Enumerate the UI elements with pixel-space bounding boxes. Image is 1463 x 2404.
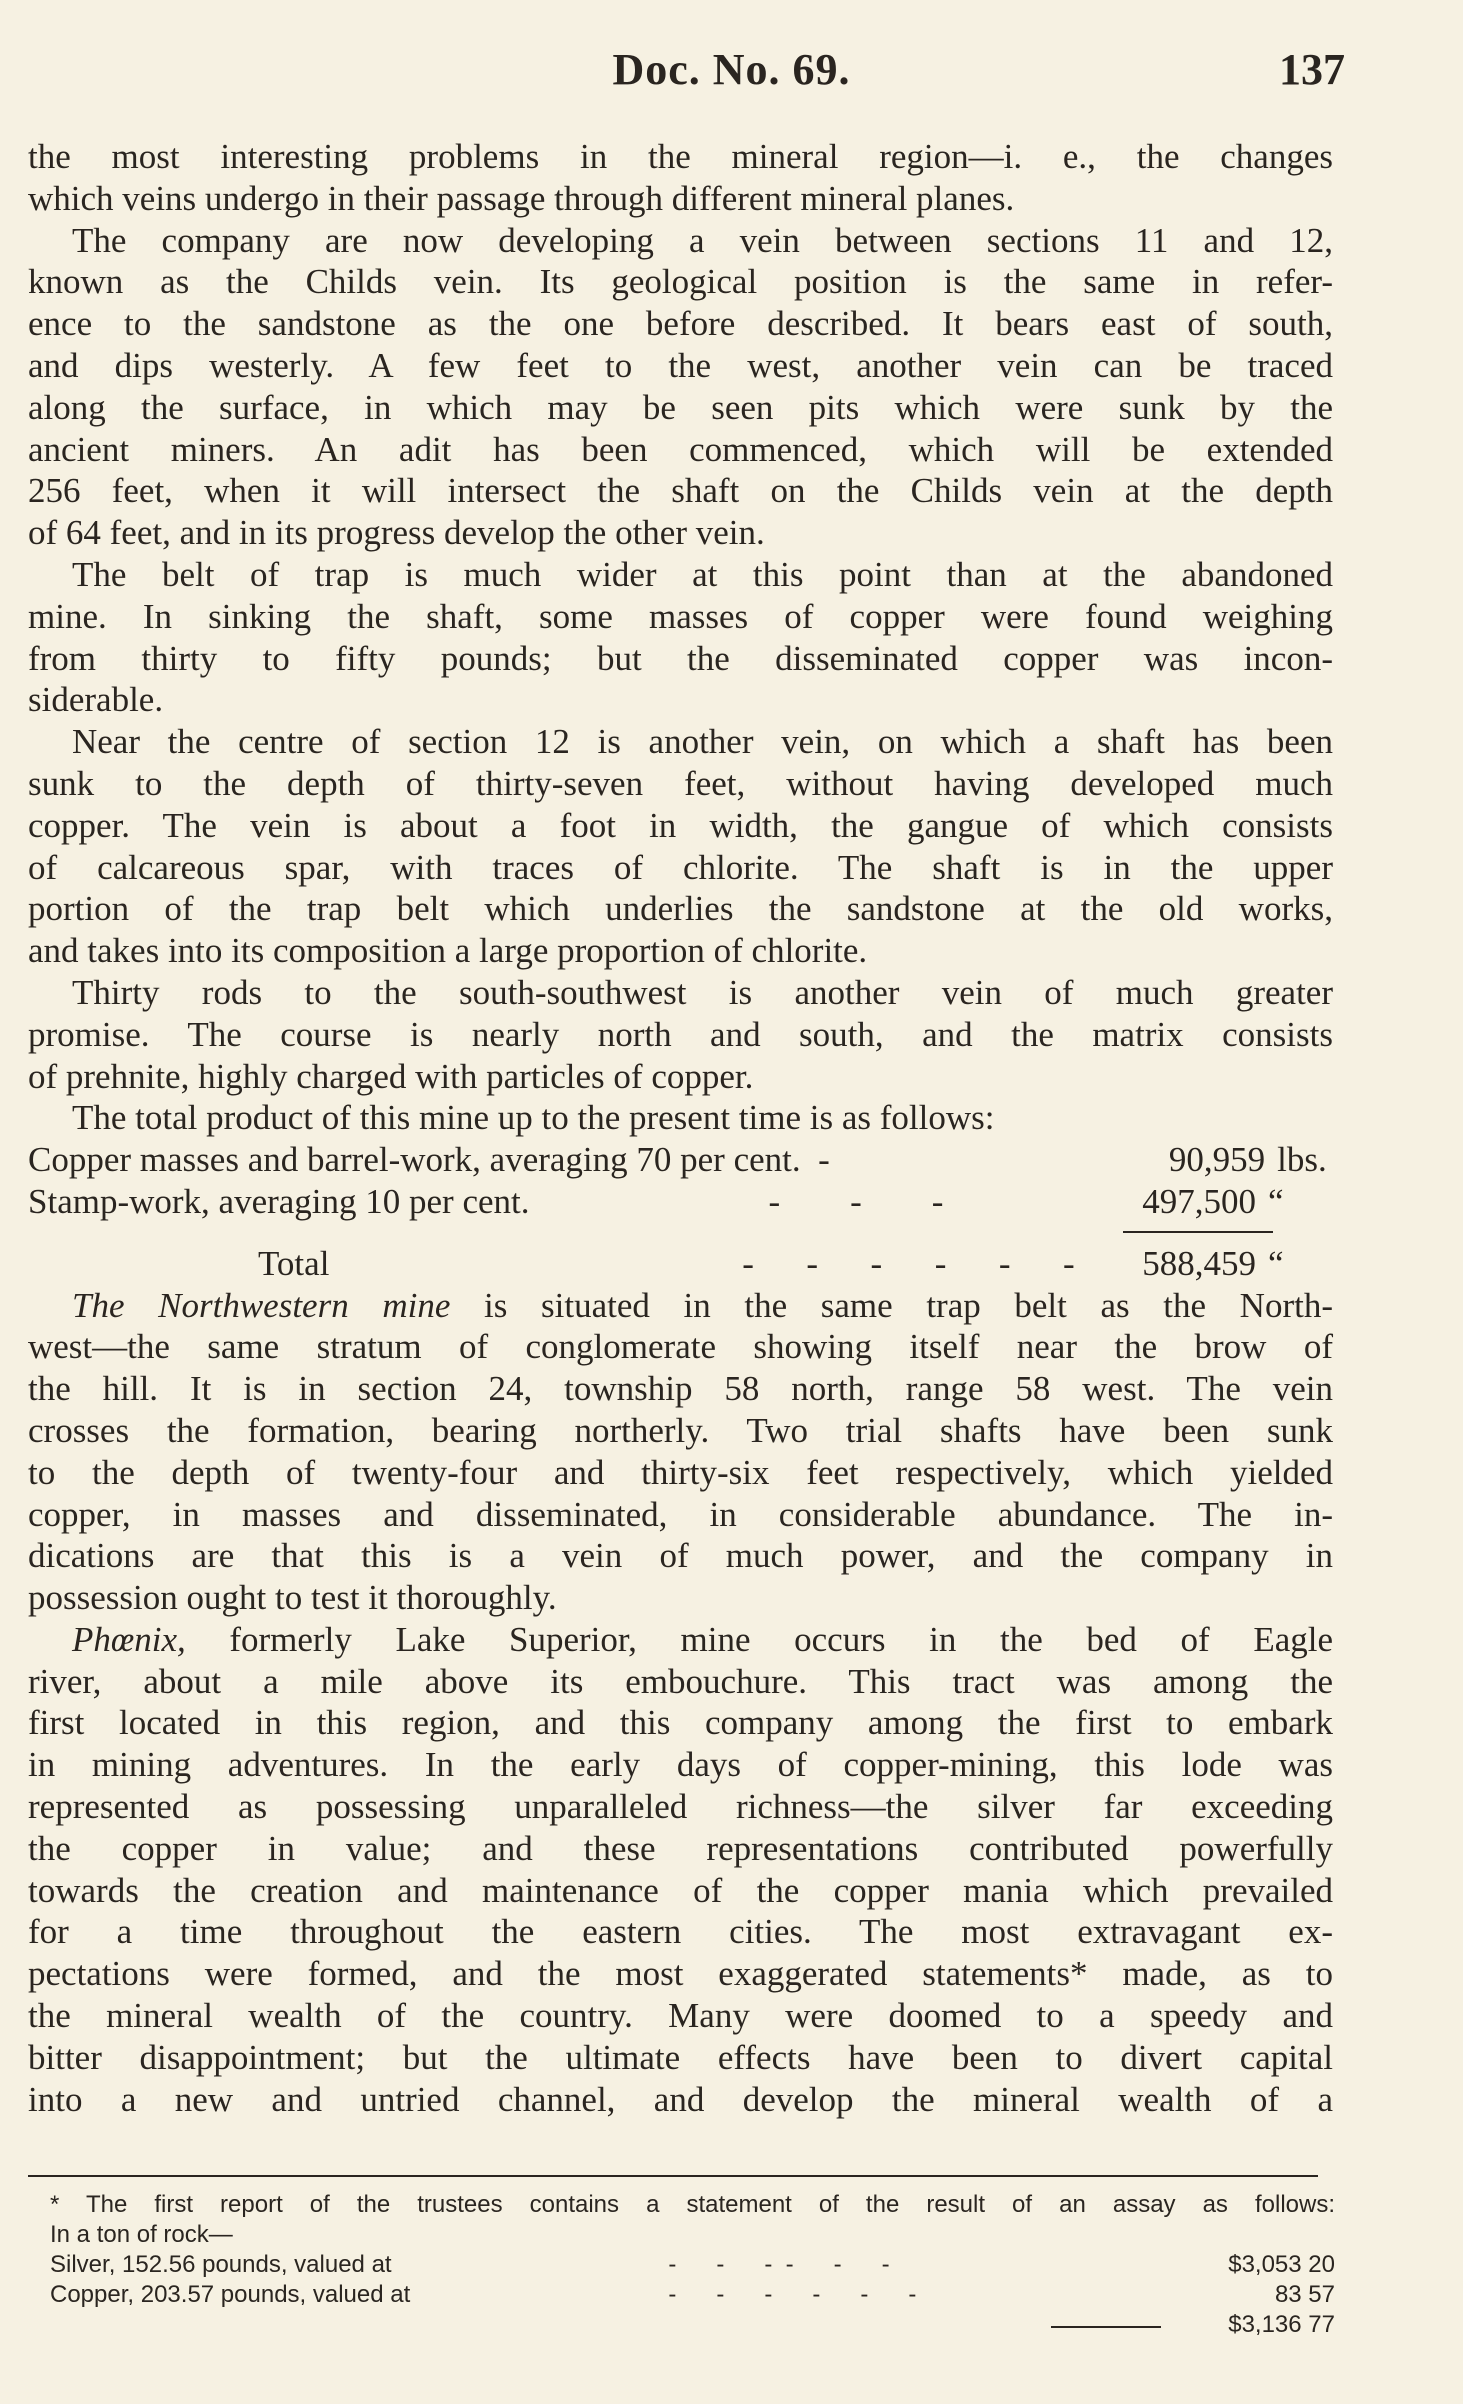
line-text: the copper in value; and these representations contributed powerfully	[28, 1828, 1333, 1868]
product-total-row	[28, 1243, 1333, 1285]
line-text: formerly Lake Superior, mine occurs in the bed of Eagle	[185, 1619, 1333, 1659]
line-text: of calcareous spar, with traces of chlorite. The shaft is in the upper	[28, 847, 1333, 887]
assay-label: Copper, 203.57 pounds, valued at	[50, 2281, 411, 2308]
line-text: copper, in masses and disseminated, in considerable abundance. The in-	[28, 1494, 1333, 1534]
product-row	[28, 1181, 1333, 1223]
line-text: first located in this region, and this company among the first to embark	[28, 1703, 1333, 1743]
text-line	[28, 1326, 1333, 1368]
line-text: west—the same stratum of conglomerate showing itself near the brow of	[28, 1327, 1333, 1367]
text-line	[28, 303, 1333, 345]
row-label: Stamp-work, averaging 10 per cent.	[28, 1181, 530, 1221]
text-line	[28, 638, 1333, 680]
line-text: The total product of this mine up to the present time is as follows:	[72, 1098, 995, 1138]
text-line	[28, 1870, 1333, 1912]
line-text: The company are now developing a vein between sections 11 and 12,	[72, 220, 1333, 260]
assay-label: Silver, 152.56 pounds, valued at	[50, 2251, 392, 2278]
text-line	[28, 1285, 1333, 1327]
line-text: towards the creation and maintenance of the copper mania which prevailed	[28, 1870, 1333, 1910]
row-unit: “	[1268, 1181, 1284, 1221]
text-line	[28, 847, 1333, 889]
line-text: pectations were formed, and the most exaggerated statements* made, as to	[28, 1954, 1333, 1994]
line-text: The belt of trap is much wider at this point than at the abandoned	[72, 554, 1333, 594]
line-text: bitter disappointment; but the ultimate effects have been to divert capital	[28, 2037, 1333, 2077]
text-line	[28, 805, 1333, 847]
sum-rule	[28, 1223, 1333, 1243]
text-line	[28, 1786, 1333, 1828]
line-text: of prehnite, highly charged with particles of copper.	[28, 1056, 754, 1096]
leader-dashes: - - -	[716, 1181, 961, 1221]
footnote-intro: * The first report of the trustees contains a statement of the result of an assay as follows:	[50, 2191, 1335, 2218]
line-text: represented as possessing unparalleled richness—the silver far exceeding	[28, 1787, 1333, 1827]
text-line	[28, 1368, 1333, 1410]
line-text: promise. The course is nearly north and south, and the matrix consists	[28, 1014, 1333, 1054]
text-line	[28, 1056, 1333, 1098]
row-label: Copper masses and barrel-work, averaging 70 per cent.	[28, 1140, 801, 1180]
line-text: the most interesting problems in the mineral region—i. e., the changes	[28, 137, 1333, 176]
line-text: mine. In sinking the shaft, some masses of copper were found weighing	[28, 596, 1333, 636]
leader-dashes: - - - - - -	[655, 2281, 930, 2308]
row-unit: lbs.	[1277, 1140, 1327, 1180]
text-line	[28, 1744, 1333, 1786]
line-text: Near the centre of section 12 is another vein, on which a shaft has been	[72, 722, 1333, 762]
line-text: ancient miners. An adit has been commenced, which will be extended	[28, 429, 1333, 469]
line-text: the hill. It is in section 24, township 58 north, range 58 west. The vein	[28, 1369, 1333, 1409]
line-text: possession ought to test it thoroughly.	[28, 1578, 557, 1618]
line-text: into a new and untried channel, and develop the mineral wealth of a	[28, 2079, 1333, 2119]
line-text: crosses the formation, bearing northerly. Two trial shafts have been sunk	[28, 1410, 1333, 1450]
text-line	[28, 1535, 1333, 1577]
line-text: dications are that this is a vein of much power, and the company in	[28, 1536, 1333, 1576]
line-text: known as the Childs vein. Its geological position is the same in refer-	[28, 262, 1333, 302]
text-line	[28, 429, 1333, 471]
line-text: which veins undergo in their passage through different mineral planes.	[28, 178, 1015, 218]
line-text: ence to the sandstone as the one before described. It bears east of south,	[28, 304, 1333, 344]
text-line	[28, 1014, 1333, 1056]
line-text: and takes into its composition a large proportion of chlorite.	[28, 931, 868, 971]
sum-rule	[1051, 2326, 1161, 2328]
text-line	[28, 470, 1333, 512]
text-line	[28, 1494, 1333, 1536]
line-text: of 64 feet, and in its progress develop the other vein.	[28, 513, 765, 553]
line-text: to the depth of twenty-four and thirty-six feet respectively, which yielded	[28, 1452, 1333, 1492]
line-text: Thirty rods to the south-southwest is another vein of much greater	[72, 972, 1333, 1012]
footnote	[50, 2190, 1335, 2340]
text-line	[28, 2079, 1333, 2121]
line-text: in mining adventures. In the early days of copper-mining, this lode was	[28, 1745, 1333, 1785]
assay-row	[50, 2280, 1335, 2310]
text-line	[28, 1410, 1333, 1452]
text-line	[28, 888, 1333, 930]
text-line	[28, 1577, 1333, 1619]
leader-dashes: - - - - - -	[655, 2251, 903, 2278]
document-title: Doc. No. 69.	[612, 45, 851, 94]
line-text: the mineral wealth of the country. Many were doomed to a speedy and	[28, 1996, 1333, 2036]
text-line	[28, 2037, 1333, 2079]
text-line	[28, 345, 1333, 387]
text-line	[28, 387, 1333, 429]
page-header	[0, 44, 1463, 104]
assay-row	[50, 2250, 1335, 2280]
assay-value: $3,053 20	[1228, 2251, 1335, 2278]
text-line	[28, 1452, 1333, 1494]
footnote-divider	[28, 2175, 1318, 2177]
line-text: river, about a mile above its embouchure. This tract was among the	[28, 1661, 1333, 1701]
row-label: Total	[258, 1243, 330, 1283]
assay-value: 83 57	[1274, 2281, 1335, 2308]
text-line	[28, 972, 1333, 1014]
line-text: sunk to the depth of thirty-seven feet, without having developed much	[28, 763, 1333, 803]
assay-total-row	[50, 2310, 1335, 2340]
text-line	[28, 763, 1333, 805]
line-text: and dips westerly. A few feet to the west, another vein can be traced	[28, 345, 1333, 385]
line-text: siderable.	[28, 680, 164, 720]
line-text: from thirty to fifty pounds; but the disseminated copper was incon-	[28, 638, 1333, 678]
text-line	[28, 721, 1333, 763]
text-line	[28, 596, 1333, 638]
text-line	[28, 136, 1333, 178]
row-unit: “	[1268, 1243, 1284, 1283]
italic-lead: Phœnix,	[72, 1619, 186, 1659]
text-line	[28, 554, 1333, 596]
row-value: 90,959	[1168, 1140, 1266, 1180]
text-line	[28, 178, 1333, 220]
text-line	[28, 220, 1333, 262]
leader-dashes: - - - - - -	[716, 1243, 1093, 1283]
body-text	[28, 136, 1333, 2120]
text-line	[28, 1619, 1333, 1661]
assay-total: $3,136 77	[1228, 2311, 1335, 2338]
line-text: along the surface, in which may be seen pits which were sunk by the	[28, 387, 1333, 427]
product-row	[28, 1139, 1333, 1181]
text-line	[28, 1911, 1333, 1953]
text-line	[28, 512, 1333, 554]
footnote-sub: In a ton of rock—	[50, 2221, 233, 2248]
page-number: 137	[1279, 45, 1345, 94]
line-text: 256 feet, when it will intersect the shaft on the Childs vein at the depth	[28, 471, 1333, 511]
text-line	[28, 1661, 1333, 1703]
text-line	[28, 930, 1333, 972]
line-text: portion of the trap belt which underlies the sandstone at the old works,	[28, 889, 1333, 929]
text-line	[28, 679, 1333, 721]
leader-dashes: -	[800, 1140, 848, 1180]
text-line	[28, 1702, 1333, 1744]
line-text: copper. The vein is about a foot in width, the gangue of which consists	[28, 805, 1333, 845]
text-line	[28, 1828, 1333, 1870]
row-value: 497,500	[1142, 1181, 1256, 1221]
row-value: 588,459	[1142, 1243, 1256, 1283]
line-text: is situated in the same trap belt as the North-	[450, 1285, 1333, 1325]
italic-lead: The Northwestern mine	[72, 1285, 451, 1325]
text-line	[28, 1995, 1333, 2037]
line-text: for a time throughout the eastern cities. The most extravagant ex-	[28, 1912, 1333, 1952]
text-line	[28, 261, 1333, 303]
text-line	[28, 1097, 1333, 1139]
text-line	[28, 1953, 1333, 1995]
